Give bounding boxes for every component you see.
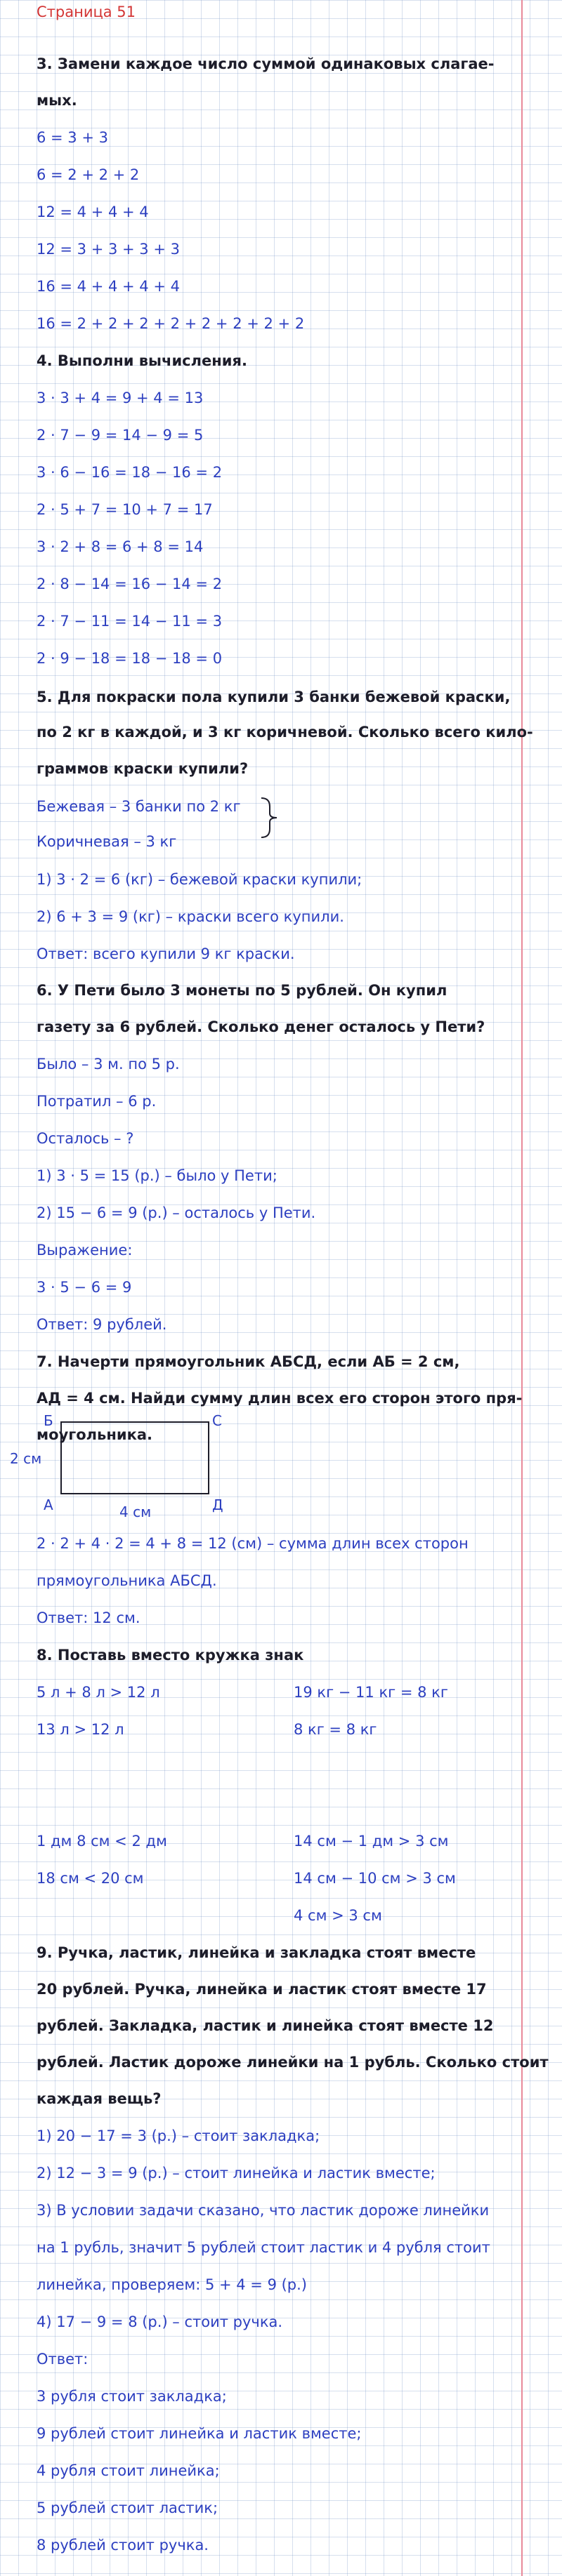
task4-heading: 4. Выполни вычисления. (37, 352, 247, 369)
task7-heading-line1: 7. Начерти прямоугольник АБСД, если АБ = 2 см, (37, 1353, 460, 1370)
task4-line: 2 · 7 − 9 = 14 − 9 = 5 (37, 427, 204, 444)
task9-answer-item: 9 рублей стоит линейка и ластик вместе; (37, 2425, 362, 2442)
task9-solution-4: 4) 17 − 9 = 8 (р.) – стоит ручка. (37, 2313, 283, 2330)
task5-solution-1: 1) 3 · 2 = 6 (кг) – бежевой краски купили; (37, 871, 362, 888)
task9-answer-item: 3 рубля стоит закладка; (37, 2388, 227, 2405)
page-title: Страница 51 (37, 4, 136, 20)
task4-line: 2 · 5 + 7 = 10 + 7 = 17 (37, 501, 213, 518)
task8-left-item: 1 дм 8 см < 2 дм (37, 1833, 167, 1850)
task9-heading-line2: 20 рублей. Ручка, линейка и ластик стоят вместе 17 (37, 1981, 487, 1998)
task9-answer-label: Ответ: (37, 2351, 89, 2368)
task8-right-item: 8 кг = 8 кг (294, 1721, 377, 1738)
curly-brace-icon (259, 797, 280, 839)
task9-solution-3-line2: на 1 рубль, значит 5 рублей стоит ластик и 4 рубля стоит (37, 2239, 490, 2256)
task9-answer-item: 4 рубля стоит линейка; (37, 2462, 220, 2479)
task5-condition-1: Бежевая – 3 банки по 2 кг (37, 798, 241, 815)
task8-heading: 8. Поставь вместо кружка знак (37, 1647, 304, 1664)
task8-right-item: 14 см − 10 см > 3 см (294, 1870, 456, 1887)
rectangle-abcd-drawing (60, 1421, 209, 1494)
task8-right-item: 4 см > 3 см (294, 1907, 382, 1924)
side-length-left: 2 см (10, 1450, 42, 1467)
task5-answer: Ответ: всего купили 9 кг краски. (37, 945, 295, 962)
task9-solution-1: 1) 20 − 17 = 3 (р.) – стоит закладка; (37, 2127, 320, 2144)
task9-heading-line3: рублей. Закладка, ластик и линейка стоят вместе 12 (37, 2017, 494, 2034)
task5-heading-line3: граммов краски купили? (37, 760, 249, 777)
notebook-margin-line (521, 0, 523, 2576)
task6-solution-2: 2) 15 − 6 = 9 (р.) – осталось у Пети. (37, 1204, 316, 1221)
task8-right-item: 14 см − 1 дм > 3 см (294, 1833, 449, 1850)
task4-line: 2 · 7 − 11 = 14 − 11 = 3 (37, 613, 223, 630)
task8-left-item: 13 л > 12 л (37, 1721, 124, 1738)
task6-heading-line2: газету за 6 рублей. Сколько денег осталось у Пети? (37, 1018, 485, 1035)
task6-expression-label: Выражение: (37, 1242, 133, 1259)
task3-line: 16 = 4 + 4 + 4 + 4 (37, 278, 180, 295)
task3-line: 6 = 3 + 3 (37, 129, 108, 146)
task8-left-item: 18 см < 20 см (37, 1870, 144, 1887)
task5-heading-line1: 5. Для покраски пола купили 3 банки бежевой краски, (37, 689, 511, 705)
task5-heading-line2: по 2 кг в каждой, и 3 кг коричневой. Сколько всего кило- (37, 724, 533, 741)
task9-answer-item: 5 рублей стоит ластик; (37, 2499, 218, 2516)
task5-solution-2: 2) 6 + 3 = 9 (кг) – краски всего купили. (37, 908, 344, 925)
task9-heading-line5: каждая вещь? (37, 2090, 162, 2107)
task8-right-item: 19 кг − 11 кг = 8 кг (294, 1684, 448, 1701)
task3-line: 12 = 3 + 3 + 3 + 3 (37, 241, 180, 258)
vertex-label-c: С (212, 1412, 222, 1429)
task6-answer: Ответ: 9 рублей. (37, 1316, 167, 1333)
vertex-label-b: Б (44, 1412, 53, 1429)
task9-heading-line1: 9. Ручка, ластик, линейка и закладка стоят вместе (37, 1944, 476, 1961)
task5-condition-2: Коричневая – 3 кг (37, 833, 177, 850)
task6-expression: 3 · 5 − 6 = 9 (37, 1279, 132, 1296)
task3-line: 6 = 2 + 2 + 2 (37, 166, 140, 183)
task4-line: 3 · 3 + 4 = 9 + 4 = 13 (37, 390, 204, 406)
task8-left-item: 5 л + 8 л > 12 л (37, 1684, 160, 1701)
vertex-label-d: Д (212, 1496, 223, 1513)
task7-solution-line2: прямоугольника АБСД. (37, 1572, 217, 1589)
task9-solution-3-line3: линейка, проверяем: 5 + 4 = 9 (р.) (37, 2276, 307, 2293)
task9-heading-line4: рублей. Ластик дороже линейки на 1 рубль. Сколько стоит (37, 2054, 549, 2071)
task4-line: 3 · 2 + 8 = 6 + 8 = 14 (37, 538, 204, 555)
task3-line: 12 = 4 + 4 + 4 (37, 204, 149, 220)
task4-line: 3 · 6 − 16 = 18 − 16 = 2 (37, 464, 223, 481)
task3-heading-line1: 3. Замени каждое число суммой одинаковых слагае- (37, 55, 495, 72)
task9-solution-3-line1: 3) В условии задачи сказано, что ластик дороже линейки (37, 2202, 490, 2219)
task6-condition-1: Было – 3 м. по 5 р. (37, 1056, 180, 1073)
side-length-bottom: 4 см (119, 1503, 152, 1520)
task6-condition-3: Осталось – ? (37, 1130, 134, 1147)
task3-line: 16 = 2 + 2 + 2 + 2 + 2 + 2 + 2 + 2 (37, 315, 305, 332)
task4-line: 2 · 8 − 14 = 16 − 14 = 2 (37, 576, 223, 592)
task9-answer-item: 8 рублей стоит ручка. (37, 2537, 209, 2554)
task7-answer: Ответ: 12 см. (37, 1609, 140, 1626)
task4-line: 2 · 9 − 18 = 18 − 18 = 0 (37, 650, 223, 667)
task7-heading-line2: АД = 4 см. Найди сумму длин всех его сторон этого пря- (37, 1390, 523, 1407)
task3-heading-line2: мых. (37, 92, 77, 109)
task6-heading-line1: 6. У Пети было 3 монеты по 5 рублей. Он купил (37, 982, 447, 999)
task9-solution-2: 2) 12 − 3 = 9 (р.) – стоит линейка и ластик вместе; (37, 2165, 436, 2182)
task7-heading-line3: моугольника. (37, 1426, 152, 1443)
vertex-label-a: А (44, 1496, 53, 1513)
task7-solution-line1: 2 · 2 + 4 · 2 = 4 + 8 = 12 (см) – сумма длин всех сторон (37, 1535, 469, 1552)
task6-condition-2: Потратил – 6 р. (37, 1093, 157, 1110)
task6-solution-1: 1) 3 · 5 = 15 (р.) – было у Пети; (37, 1167, 277, 1184)
